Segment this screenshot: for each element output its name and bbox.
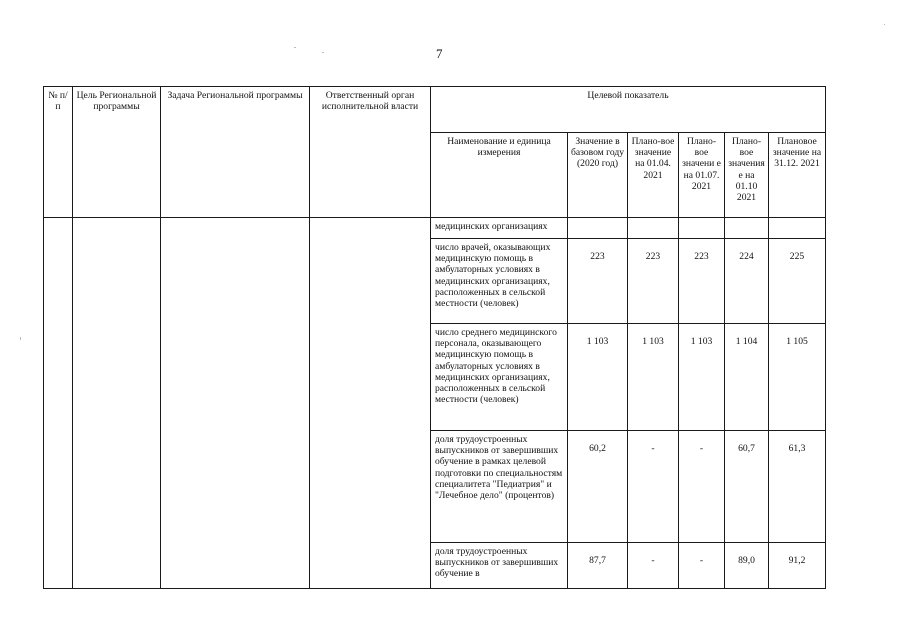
table-row bbox=[44, 218, 826, 239]
header-row-top bbox=[44, 87, 826, 133]
cell-no bbox=[44, 218, 73, 589]
cell-indicator-name: число врачей, оказывающих медицинскую помощь в амбулаторных условиях в медицинских организациях, расположенных в сельской местности (человек) bbox=[431, 239, 568, 324]
cell-q2: 1 103 bbox=[679, 324, 725, 431]
cell-q3 bbox=[725, 218, 769, 239]
cell-q2: 223 bbox=[679, 239, 725, 324]
cell-indicator-name: доля трудоустроенных выпускников от завершивших обучение в рамках целевой подготовки по специальностям специалитета "Педиатрия" и "Лечебное дело" (процентов) bbox=[431, 431, 568, 543]
cell-indicator-name: медицинских организациях bbox=[431, 218, 568, 239]
scan-speck bbox=[294, 47, 296, 48]
cell-q3: 1 104 bbox=[725, 324, 769, 431]
cell-base: 223 bbox=[568, 239, 628, 324]
cell-q2 bbox=[679, 218, 725, 239]
cell-q2: - bbox=[679, 431, 725, 543]
header-plan-q1: Плано-вое значение на 01.04. 2021 bbox=[628, 133, 679, 218]
header-plan-q2: Плано-вое значени е на 01.07. 2021 bbox=[679, 133, 725, 218]
cell-q2: - bbox=[679, 543, 725, 589]
cell-goal bbox=[73, 218, 161, 589]
cell-year: 225 bbox=[769, 239, 826, 324]
cell-q3: 224 bbox=[725, 239, 769, 324]
header-plan-year: Плановое значение на 31.12. 2021 bbox=[769, 133, 826, 218]
cell-q1 bbox=[628, 218, 679, 239]
cell-q3: 89,0 bbox=[725, 543, 769, 589]
cell-q1: - bbox=[628, 543, 679, 589]
cell-year: 61,3 bbox=[769, 431, 826, 543]
cell-q1: - bbox=[628, 431, 679, 543]
header-name-unit: Наименование и единица измерения bbox=[431, 133, 568, 218]
header-authority: Ответственный орган исполнительной власти bbox=[310, 87, 431, 218]
cell-indicator-name: число среднего медицинского персонала, оказывающего медицинскую помощь в амбулаторных условиях в медицинских организациях, расположенных в сельской местности (человек) bbox=[431, 324, 568, 431]
cell-q1: 223 bbox=[628, 239, 679, 324]
cell-base: 60,2 bbox=[568, 431, 628, 543]
header-no: № п/п bbox=[44, 87, 73, 218]
target-indicators-table bbox=[43, 86, 826, 589]
scan-speck bbox=[322, 52, 324, 53]
cell-base: 87,7 bbox=[568, 543, 628, 589]
header-plan-q3: Плано-вое значения е на 01.10 2021 bbox=[725, 133, 769, 218]
cell-q1: 1 103 bbox=[628, 324, 679, 431]
cell-indicator-name: доля трудоустроенных выпускников от завершивших обучение в bbox=[431, 543, 568, 589]
cell-base bbox=[568, 218, 628, 239]
cell-year: 1 105 bbox=[769, 324, 826, 431]
cell-task bbox=[161, 218, 310, 589]
header-base-value: Значение в базовом году (2020 год) bbox=[568, 133, 628, 218]
cell-authority bbox=[310, 218, 431, 589]
cell-year: 91,2 bbox=[769, 543, 826, 589]
header-goal: Цель Региональной программы bbox=[73, 87, 161, 218]
scan-speck bbox=[884, 24, 885, 25]
cell-q3: 60,7 bbox=[725, 431, 769, 543]
cell-base: 1 103 bbox=[568, 324, 628, 431]
header-target-indicator: Целевой показатель bbox=[431, 87, 826, 133]
cell-year bbox=[769, 218, 826, 239]
header-task: Задача Региональной программы bbox=[161, 87, 310, 218]
page-number: 7 bbox=[436, 46, 443, 61]
scan-speck bbox=[20, 337, 21, 340]
